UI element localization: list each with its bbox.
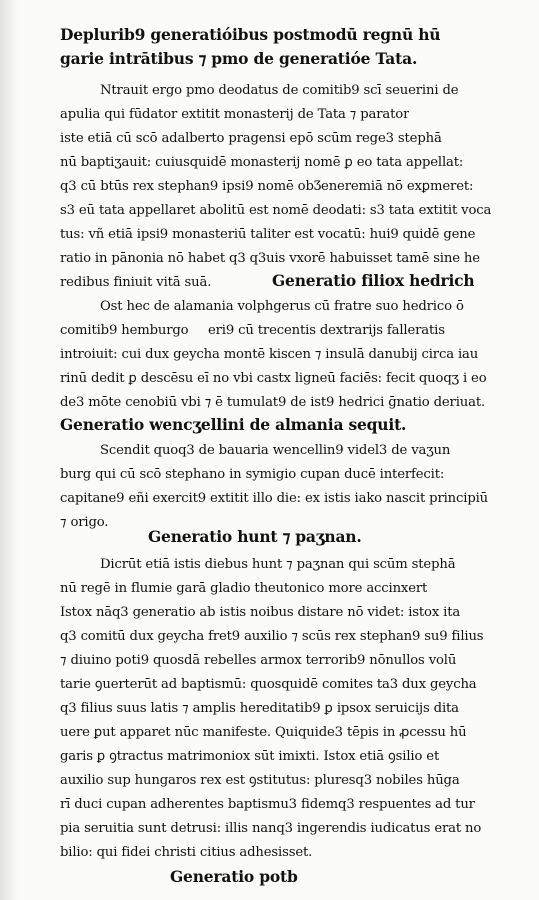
text-line: rī duci cupan adherentes baptismu3 fidemq3 respuentes ad tur [60,797,475,812]
text-line: s3 eū tata appellaret abolitū est nomē deodati: s3 tata extitit voca [60,203,491,218]
text-line: tus: vñ etiā ipsi9 monasteriū taliter est vocatū: hui9 quidē gene [60,227,475,242]
text-line: nū regē in flumie garā gladio theutonico more accinxert [60,581,427,596]
text-line: iste etiā cū scō adalberto pragensi epō scūm rege3 stephā [60,131,442,146]
page-spine-shadow [0,0,18,900]
text-line: Istox nāq3 generatio ab istis noibus distare nō videt: istox ita [60,605,460,620]
text-line: redibus finiuit vitā suā. [60,275,211,290]
section-rubric: Generatio hunt ⁊ paʒnan. [148,527,362,546]
text-line: Ntrauit ergo pmo deodatus de comitib9 scī seuerini de [100,83,458,98]
text-line: burg qui cū scō stephano in symigio cupan ducē interfecit: [60,467,444,482]
text-line: ⁊ origo. [60,515,108,530]
text-line: Scendit quoq3 de bauaria wencellin9 videl3 de vaʒun [100,443,450,458]
text-line: apulia qui fūdator extitit monasterij de Tata ⁊ parator [60,107,409,122]
text-line: de3 mōte cenobiū vbi ⁊ ē tumulat9 de ist9 hedrici ḡnatio deriuat. [60,395,485,410]
text-line: tarie ꝯuerterūt ad baptismū: quosquidē comites ta3 dux geycha [60,677,477,692]
text-line: ⁊ diuino poti9 quosdā rebelles armox terrorib9 nōnullos volū [60,653,456,668]
section-rubric: Generatio wencʒellini de almania sequit. [60,415,406,434]
text-line: ratio in pānonia nō habet q3 q3uis vxorē habuisset tamē sine he [60,251,480,266]
text-line: q3 comitū dux geycha fret9 auxilio ⁊ scūs rex stephan9 su9 filius [60,629,483,644]
text-line: Ost hec de alamania volphgerus cū fratre suo hedrico ō [100,299,464,314]
text-line: uere ꝑut apparet nūc manifeste. Quiquide3 tēpis in ꝓcessu hū [60,725,466,740]
text-line: garis ꝑ ꝯtractus matrimoniox sūt imixti. Istox etiā ꝯsilio et [60,749,439,764]
text-line: q3 filius suus latis ⁊ amplis hereditatib9 ꝑ ipsox seruicijs dita [60,701,459,716]
text-line: introiuit: cui dux geycha montē kiscen ⁊ insulā danubij circa iau [60,347,478,362]
text-line: q3 cū btūs rex stephan9 ipsi9 nomē obƷeneremiā nō exꝑmeret: [60,179,473,194]
text-line: rinū dedit ꝑ descēsu eī no vbi castx ligneū faciēs: fecit quoqʒ i eo [60,371,487,386]
chapter-heading-line-1: Deplurib9 generatióibus postmodū regnū hū [60,25,440,44]
text-line: pia seruitia sunt detrusi: illis nanq3 ingerendis iudicatus erat no [60,821,481,836]
text-line: Dicrūt etiā istis diebus hunt ⁊ paʒnan qui scūm stephā [100,557,455,572]
text-line: eri9 cū trecentis dextrarijs falleratis [208,323,445,338]
text-line: bilio: qui fidei christi citius adhesisset. [60,845,312,860]
section-rubric: Generatio filiox hedrich [272,271,474,290]
text-line: nū baptiʒauit: cuiusquidē monasterij nomē ꝑ eo tata appellat: [60,155,463,170]
text-line: auxilio sup hungaros rex est ꝯstitutus: pluresq3 nobiles hūga [60,773,460,788]
text-line: comitib9 hemburgo [60,323,188,338]
chapter-heading-line-2: garie intrātibus ⁊ pmo de generatióe Tata. [60,49,417,68]
text-line: capitane9 eñi exercit9 extitit illo die: ex istis iako nascit principiū [60,491,488,506]
section-rubric: Generatio potb [170,867,298,886]
